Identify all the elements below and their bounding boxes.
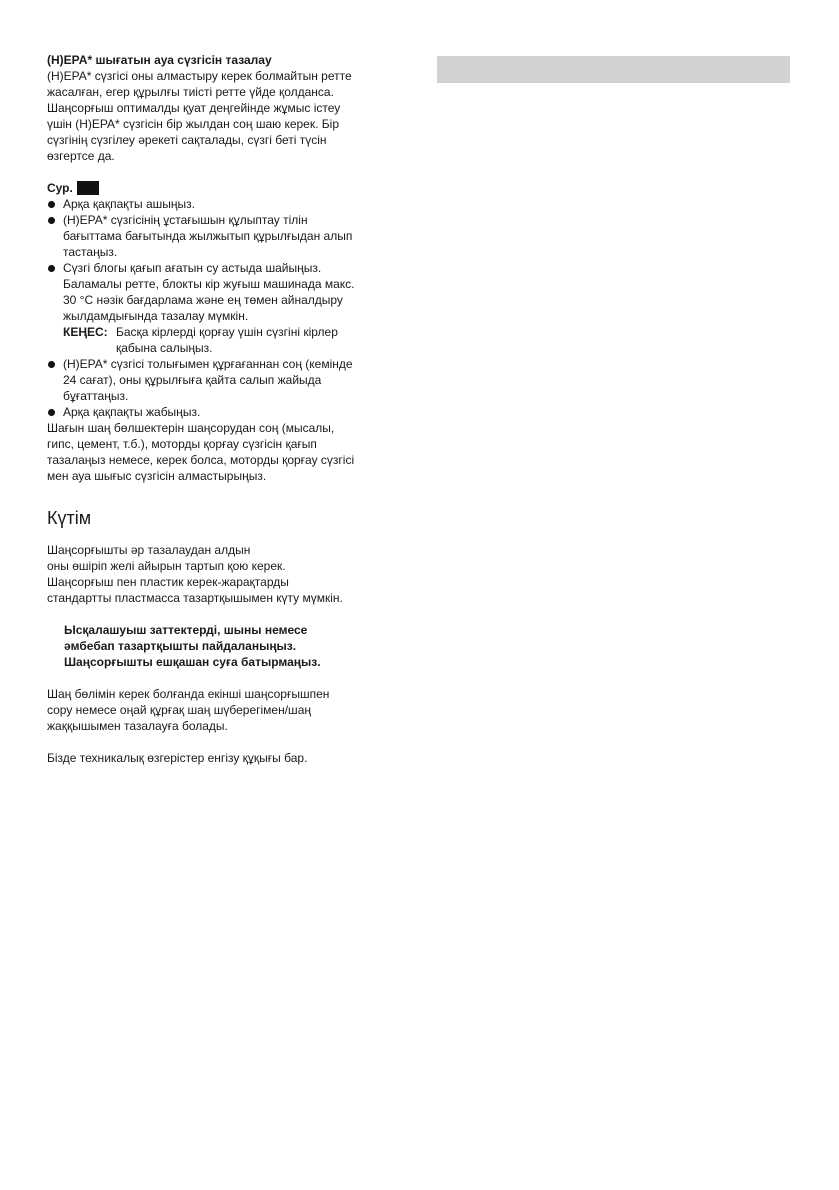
body-line: Шаңсорғыш пен пластик керек-жарақтарды	[47, 575, 289, 589]
body-line: гипс, цемент, т.б.), моторды қорғау сүзгісін қағып	[47, 437, 317, 451]
technical-rights-note: Бізде техникалық өзгерістер енгізу құқығы бар.	[47, 751, 308, 765]
body-line: стандартты пластмасса тазартқышымен күту мүмкін.	[47, 591, 343, 605]
care-warning	[47, 622, 407, 670]
figure-reference	[47, 180, 407, 196]
body-line: жаққышымен тазалауға болады.	[47, 719, 228, 733]
step-line: 30 °C нәзік бағдарлама және ең төмен айналдыру	[63, 293, 343, 307]
step-line: Арқа қақпақты ашыңыз.	[63, 197, 195, 211]
body-line: оны өшіріп желі айырын тартып қою керек.	[47, 559, 286, 573]
step-line: Арқа қақпақты жабыңыз.	[63, 405, 201, 419]
warning-line: Шаңсорғышты ешқашан суға батырмаңыз.	[64, 655, 321, 669]
body-line: мен ауа шығыс сүзгісін алмастырыңыз.	[47, 469, 267, 483]
step-item	[47, 260, 407, 356]
filter-section-title: (H)EPA* шығатын ауа сүзгісін тазалау	[47, 53, 272, 67]
header-gray-bar	[437, 56, 790, 83]
body-line: (H)EPA* сүзгісі оны алмастыру керек болмайтын ретте	[47, 69, 352, 83]
step-line: Баламалы ретте, блокты кір жуғыш машинада макс.	[63, 277, 355, 291]
care-heading: Күтім	[47, 508, 92, 528]
figure-label: Сур.	[47, 181, 73, 195]
step-line: Сүзгі блогы қағып ағатын су астыда шайыңыз.	[63, 261, 322, 275]
step-item	[47, 404, 407, 420]
warning-line: әмбебап тазартқышты пайдаланыңыз.	[64, 639, 297, 653]
dust-compartment-note	[47, 686, 407, 734]
body-line: Шаңсорғыш оптималды қуат деңгейінде жұмыс істеу	[47, 101, 341, 115]
body-line: үшін (H)EPA* сүзгісін бір жылдан соң шаю керек. Бір	[47, 117, 339, 131]
steps-list	[47, 196, 407, 420]
tip-note	[63, 324, 407, 356]
motor-filter-note	[47, 420, 407, 484]
step-line: тастаңыз.	[63, 245, 118, 259]
step-line: жылдамдығында тазалау мүмкін.	[63, 309, 249, 323]
step-line: 24 сағат), оны құрылғыға қайта салып жайыда	[63, 373, 322, 387]
body-line: Шаң бөлімін керек болғанда екінші шаңсорғышпен	[47, 687, 330, 701]
figure-number-box	[77, 181, 99, 195]
step-item	[47, 196, 407, 212]
body-line: сүзгінің сүзгілеу әрекеті сақталады, сүзгі беті түсін	[47, 133, 327, 147]
step-item	[47, 356, 407, 404]
body-line: Шағын шаң бөлшектерін шаңсорудан соң (мысалы,	[47, 421, 335, 435]
step-line: (H)EPA* сүзгісі толығымен құрғағаннан соң (кемінде	[63, 357, 353, 371]
left-column	[47, 52, 407, 766]
tip-line: Басқа кірлерді қорғау үшін сүзгіні кірлер	[116, 325, 338, 339]
body-line: өзгертсе да.	[47, 149, 115, 163]
step-line: бағыттама бағытында жылжытып құрылғыдан алып	[63, 229, 353, 243]
body-line: жасалған, егер құрылғы тиісті ретте үйде қолданса.	[47, 85, 334, 99]
care-intro	[47, 542, 407, 606]
tip-line: қабына салыңыз.	[116, 341, 213, 355]
step-item	[47, 212, 407, 260]
filter-section-body	[47, 68, 407, 164]
tip-label: КЕҢЕС:	[63, 325, 108, 339]
warning-line: Ысқалашуыш заттектерді, шыны немесе	[64, 623, 308, 637]
body-line: сору немесе оңай құрғақ шаң шүберегімен/шаң	[47, 703, 311, 717]
tip-text	[116, 324, 338, 356]
body-line: тазалаңыз немесе, керек болса, моторды қорғау сүзгісі	[47, 453, 355, 467]
body-line: Шаңсорғышты әр тазалаудан алдын	[47, 543, 251, 557]
step-line: (H)EPA* сүзгісінің ұстағышын құлыптау тілін	[63, 213, 308, 227]
step-line: бұғаттаңыз.	[63, 389, 129, 403]
